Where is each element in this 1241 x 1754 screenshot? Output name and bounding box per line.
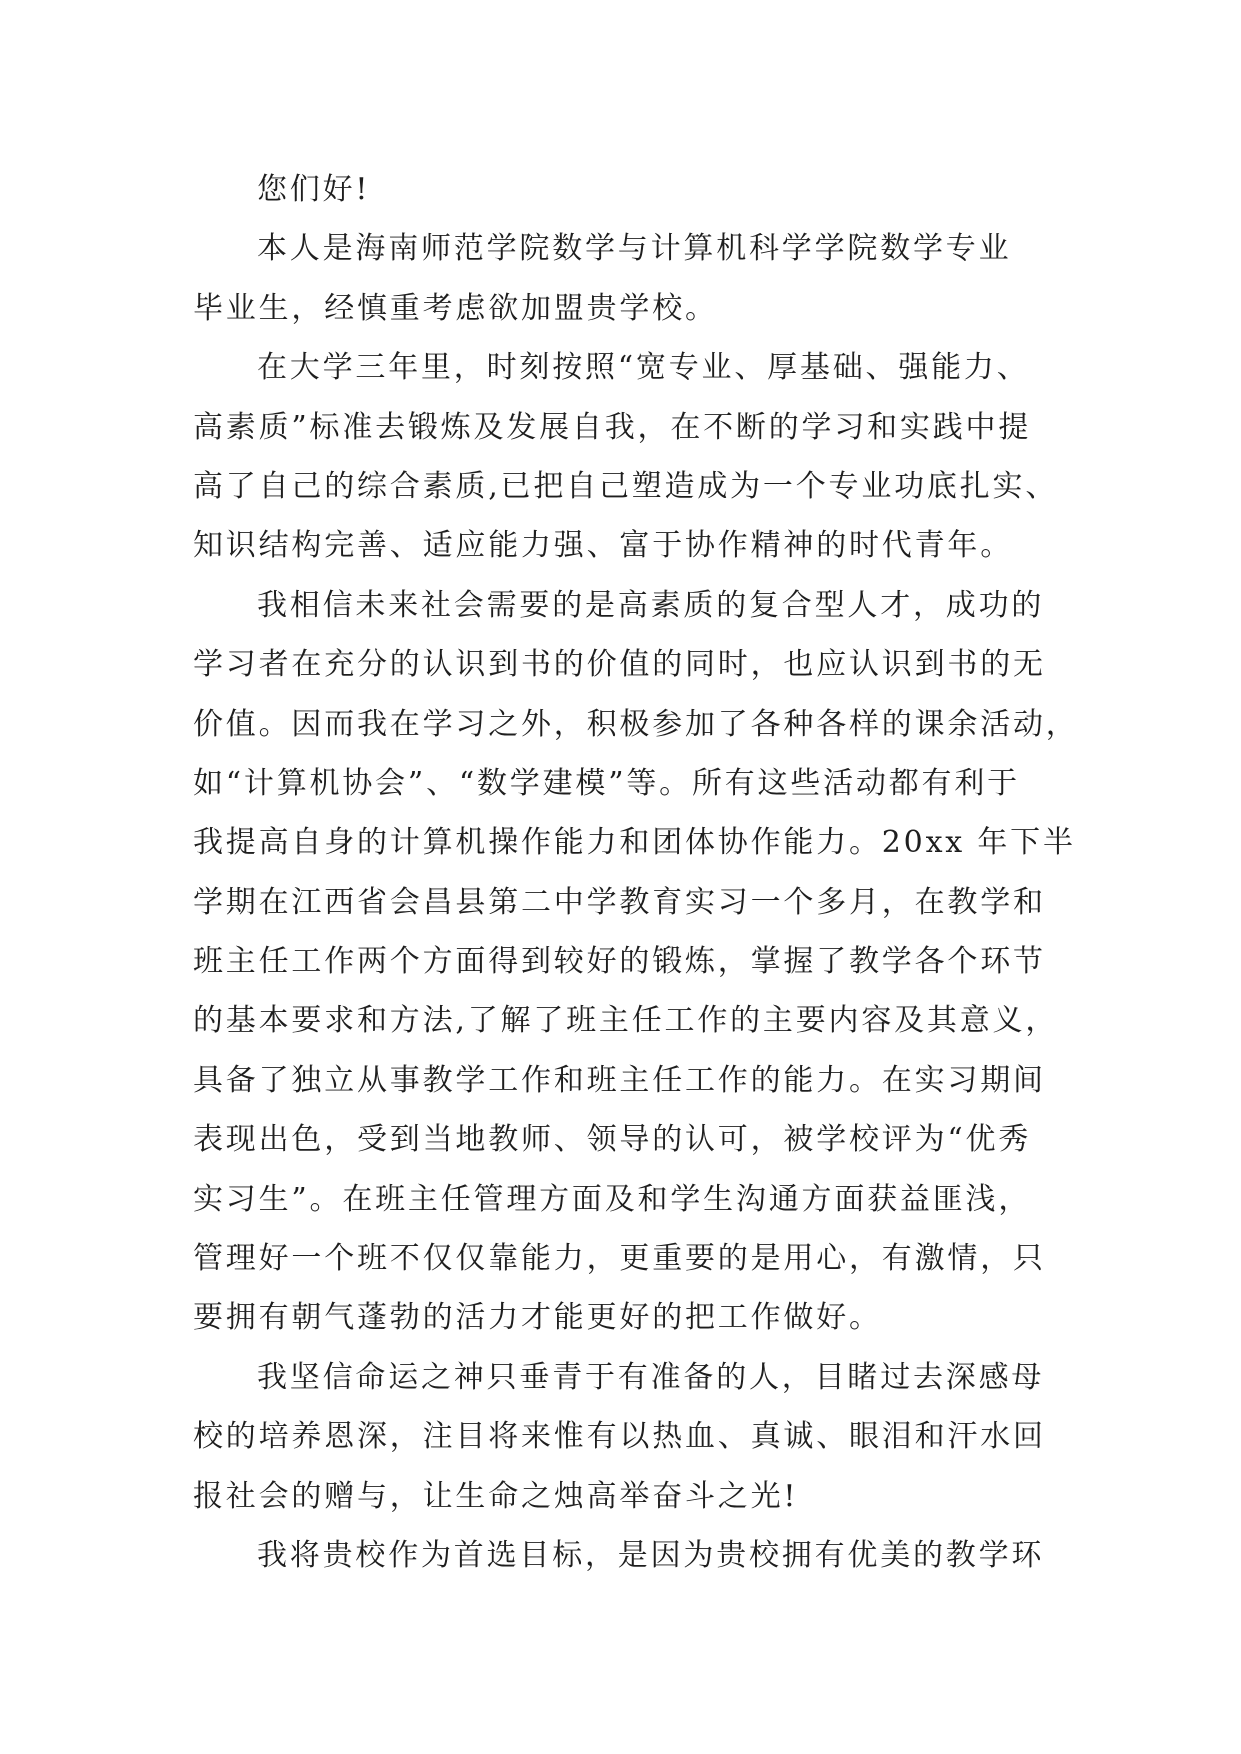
text-line: 实习生”。在班主任管理方面及和学生沟通方面获益匪浅，: [193, 1181, 1032, 1217]
greeting-line: 您们好!: [257, 172, 371, 207]
text-line: 知识结构完善、适应能力强、富于协作精神的时代青年。: [193, 528, 1013, 564]
text-line: 要拥有朝气蓬勃的活力才能更好的把工作做好。: [193, 1300, 882, 1336]
text-line: 具备了独立从事教学工作和班主任工作的能力。在实习期间: [193, 1062, 1046, 1098]
text-line: 管理好一个班不仅仅靠能力，更重要的是用心，有激情，只: [193, 1241, 1046, 1277]
text-line: 价值。因而我在学习之外，积极参加了各种各样的课余活动，: [193, 706, 1079, 742]
text-line: 高素质”标准去锻炼及发展自我，在不断的学习和实践中提: [193, 409, 1032, 445]
text-line: 毕业生，经慎重考虑欲加盟贵学校。: [193, 290, 718, 326]
text-line: 我提高自身的计算机操作能力和团体协作能力。20xx 年下半: [193, 825, 1076, 861]
text-line: 我将贵校作为首选目标，是因为贵校拥有优美的教学环: [257, 1537, 1045, 1573]
text-line: 如“计算机协会”、“数学建模”等。所有这些活动都有利于: [193, 765, 1020, 801]
text-line: 表现出色，受到当地教师、领导的认可，被学校评为“优秀: [193, 1122, 1032, 1158]
text-line: 本人是海南师范学院数学与计算机科学学院数学专业: [257, 231, 1012, 267]
text-line: 我相信未来社会需要的是高素质的复合型人才，成功的: [257, 587, 1045, 623]
text-line: 校的培养恩深，注目将来惟有以热血、真诚、眼泪和汗水回: [193, 1419, 1046, 1455]
text-line: 学习者在充分的认识到书的价值的同时，也应认识到书的无: [193, 647, 1046, 683]
text-line: 高了自己的综合素质,已把自己塑造成为一个专业功底扎实、: [193, 468, 1059, 504]
text-line: 在大学三年里，时刻按照“宽专业、厚基础、强能力、: [257, 350, 1030, 386]
text-line: 班主任工作两个方面得到较好的锻炼，掌握了教学各个环节: [193, 944, 1046, 980]
text-line: 报社会的赠与，让生命之烛高举奋斗之光!: [193, 1478, 799, 1514]
text-line: 我坚信命运之神只垂青于有准备的人，目睹过去深感母: [257, 1359, 1045, 1395]
text-line: 学期在江西省会昌县第二中学教育实习一个多月，在教学和: [193, 884, 1046, 920]
letter-body: [193, 160, 1079, 1585]
text-line: 的基本要求和方法,了解了班主任工作的主要内容及其意义，: [193, 1003, 1059, 1039]
